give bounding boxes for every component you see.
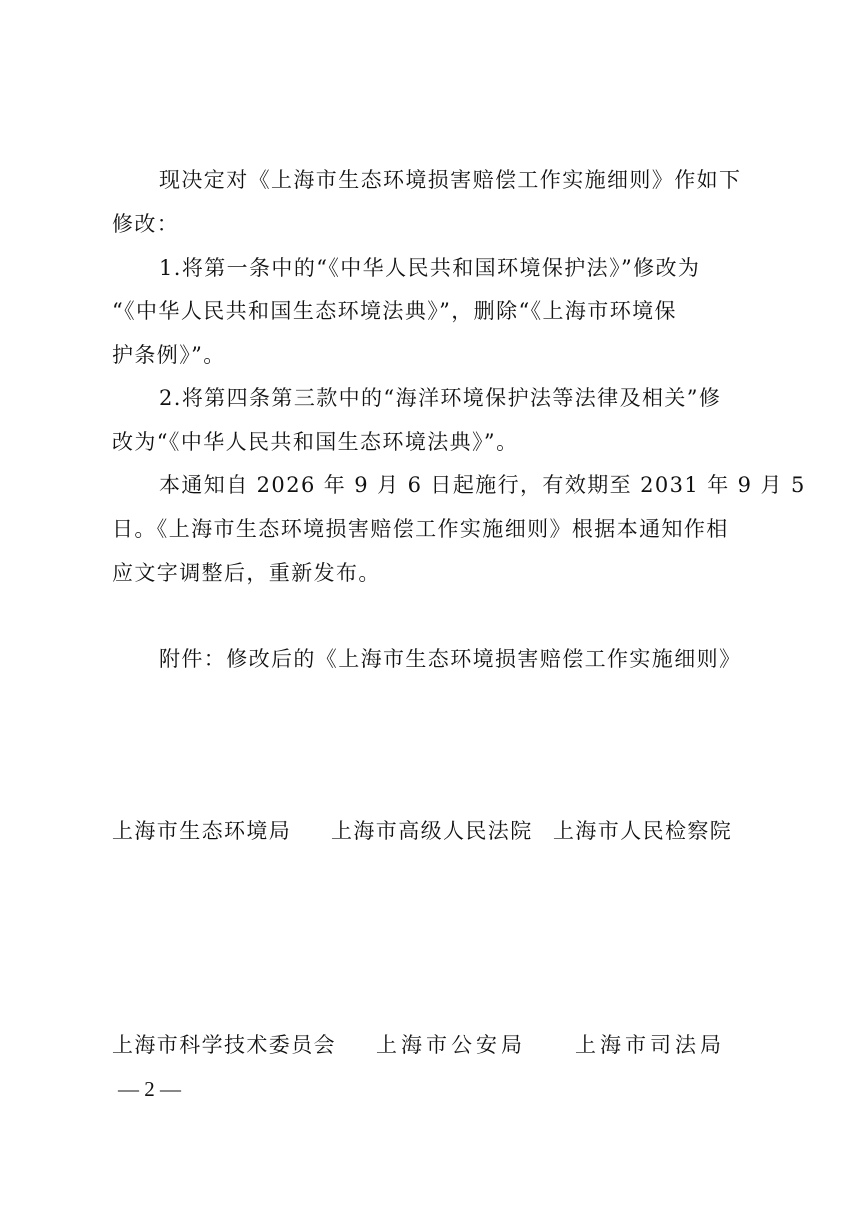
signatory-science-technology-commission: 上海市科学技术委员会 [112, 1033, 336, 1057]
signatory-procuratorate: 上海市人民检察院 [553, 819, 733, 843]
paragraph-intro-line-1: 现决定对《上海市生态环境损害赔偿工作实施细则》作如下 [159, 168, 742, 192]
amendment-1-line-2: “《中华人民共和国生态环境法典》”，删除“《上海市环境保 [112, 299, 677, 323]
amendment-2-line-1: 2.将第四条第三款中的“海洋环境保护法等法律及相关”修 [159, 386, 722, 410]
page-number: — 2 — [118, 1077, 181, 1101]
paragraph-intro-line-2: 修改： [112, 212, 180, 236]
signatory-high-court: 上海市高级人民法院 [331, 819, 533, 843]
amendment-2-line-2: 改为“《中华人民共和国生态环境法典》”。 [112, 430, 519, 454]
amendment-1-line-1: 1.将第一条中的“《中华人民共和国环境保护法》”修改为 [159, 256, 701, 280]
effective-date-line-2: 日。《上海市生态环境损害赔偿工作实施细则》根据本通知作相 [112, 517, 729, 541]
signatory-ecology-environment-bureau: 上海市生态环境局 [112, 819, 292, 843]
effective-date-line-3: 应文字调整后，重新发布。 [112, 561, 381, 585]
amendment-1-line-3: 护条例》”。 [112, 343, 226, 367]
attachment-line: 附件：修改后的《上海市生态环境损害赔偿工作实施细则》 [159, 647, 742, 671]
signatory-public-security-bureau: 上海市公安局 [376, 1033, 526, 1057]
effective-date-line-1: 本通知自 2026 年 9 月 6 日起施行，有效期至 2031 年 9 月 5 [159, 473, 806, 497]
signatory-justice-bureau: 上海市司法局 [575, 1033, 725, 1057]
